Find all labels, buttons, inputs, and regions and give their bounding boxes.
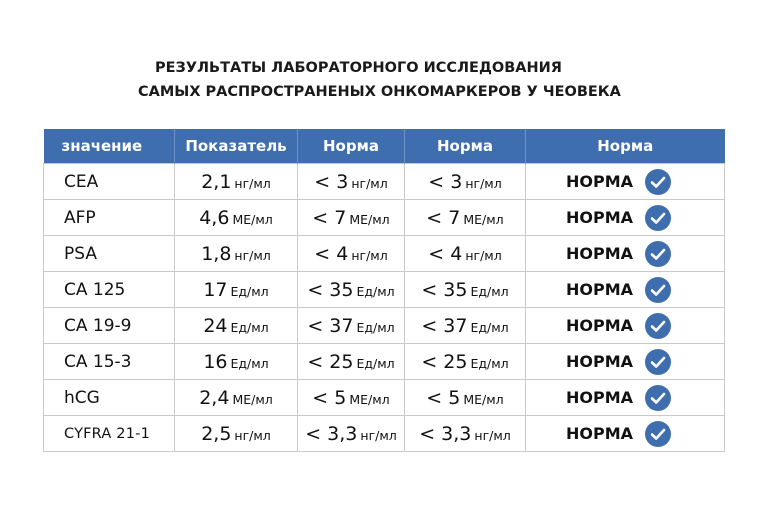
result-value-cell — [175, 308, 298, 344]
check-circle-icon — [645, 385, 671, 411]
marker-name: CA 15-3 — [44, 344, 175, 380]
table-row — [44, 416, 725, 452]
table-row — [44, 200, 725, 236]
check-circle-icon — [645, 313, 671, 339]
result-value: 17 — [203, 278, 228, 301]
norm-1-value: < 3,3 — [305, 422, 358, 445]
norm-1-cell — [298, 272, 405, 308]
norm-2-value: < 5 — [426, 386, 461, 409]
result-unit: МЕ/мл — [232, 211, 273, 227]
header-cell-indicator: Показатель — [175, 129, 298, 164]
norm-2-unit: Ед/мл — [470, 319, 509, 335]
check-circle-icon — [645, 349, 671, 375]
norm-1-unit: Ед/мл — [356, 283, 395, 299]
norm-1-unit: нг/мл — [360, 427, 397, 443]
result-value-cell — [175, 344, 298, 380]
status-group — [566, 349, 671, 375]
norm-1-value: < 37 — [307, 314, 354, 337]
status-cell — [526, 380, 725, 416]
norm-2-cell — [405, 164, 526, 200]
status-cell — [526, 164, 725, 200]
result-value-cell — [175, 200, 298, 236]
norm-2-unit: нг/мл — [465, 247, 502, 263]
result-unit: нг/мл — [234, 175, 271, 191]
norm-1-value: < 25 — [307, 350, 354, 373]
result-value-cell — [175, 164, 298, 200]
result-unit: Ед/мл — [230, 283, 269, 299]
status-badge: НОРМА — [566, 352, 634, 371]
status-badge: НОРМА — [566, 172, 634, 191]
header-cell-norm-2: Норма — [405, 129, 526, 164]
norm-2-cell — [405, 416, 526, 452]
norm-2-unit: Ед/мл — [470, 283, 509, 299]
norm-1-value: < 7 — [312, 206, 347, 229]
check-circle-icon — [645, 277, 671, 303]
table-row — [44, 308, 725, 344]
marker-name: CYFRA 21-1 — [44, 416, 175, 452]
status-cell — [526, 308, 725, 344]
norm-1-cell — [298, 164, 405, 200]
table-row — [44, 380, 725, 416]
norm-1-cell — [298, 344, 405, 380]
result-value: 24 — [203, 314, 228, 337]
norm-2-value: < 7 — [426, 206, 461, 229]
marker-name: CA 19-9 — [44, 308, 175, 344]
marker-name: CA 125 — [44, 272, 175, 308]
check-circle-icon — [645, 169, 671, 195]
norm-1-unit: МЕ/мл — [349, 391, 390, 407]
result-value-cell — [175, 380, 298, 416]
result-unit: нг/мл — [234, 247, 271, 263]
norm-2-unit: МЕ/мл — [463, 211, 504, 227]
result-value: 2,5 — [201, 422, 232, 445]
norm-2-cell — [405, 236, 526, 272]
status-badge: НОРМА — [566, 280, 634, 299]
norm-2-cell — [405, 380, 526, 416]
result-value: 16 — [203, 350, 228, 373]
norm-1-cell — [298, 236, 405, 272]
norm-2-value: < 3,3 — [419, 422, 472, 445]
norm-2-value: < 37 — [421, 314, 468, 337]
status-badge: НОРМА — [566, 388, 634, 407]
status-badge: НОРМА — [566, 316, 634, 335]
table-row — [44, 236, 725, 272]
header-cell-norm-status: Норма — [526, 129, 725, 164]
status-group — [566, 205, 671, 231]
header-row — [44, 129, 725, 164]
norm-1-value: < 3 — [314, 170, 349, 193]
status-cell — [526, 344, 725, 380]
header-cell-value-name: значение — [44, 129, 175, 164]
status-badge: НОРМА — [566, 208, 634, 227]
status-cell — [526, 416, 725, 452]
result-unit: нг/мл — [234, 427, 271, 443]
result-value: 1,8 — [201, 242, 232, 265]
status-group — [566, 169, 671, 195]
norm-1-unit: нг/мл — [351, 247, 388, 263]
title-line-1: РЕЗУЛЬТАТЫ ЛАБОРАТОРНОГО ИССЛЕДОВАНИЯ — [155, 60, 562, 76]
norm-2-cell — [405, 272, 526, 308]
norm-1-unit: нг/мл — [351, 175, 388, 191]
norm-2-value: < 25 — [421, 350, 468, 373]
status-badge: НОРМА — [566, 244, 634, 263]
norm-2-value: < 3 — [428, 170, 463, 193]
header-cell-norm-1: Норма — [298, 129, 405, 164]
status-badge: НОРМА — [566, 424, 634, 443]
status-group — [566, 385, 671, 411]
norm-2-value: < 4 — [428, 242, 463, 265]
marker-name: PSA — [44, 236, 175, 272]
norm-1-unit: МЕ/мл — [349, 211, 390, 227]
norm-1-value: < 5 — [312, 386, 347, 409]
result-unit: Ед/мл — [230, 319, 269, 335]
norm-2-value: < 35 — [421, 278, 468, 301]
result-value-cell — [175, 416, 298, 452]
result-value-cell — [175, 272, 298, 308]
norm-2-unit: нг/мл — [465, 175, 502, 191]
marker-name: AFP — [44, 200, 175, 236]
marker-name: CEA — [44, 164, 175, 200]
table-row — [44, 344, 725, 380]
norm-1-cell — [298, 200, 405, 236]
check-circle-icon — [645, 205, 671, 231]
result-value: 2,1 — [201, 170, 232, 193]
norm-1-value: < 35 — [307, 278, 354, 301]
result-unit: МЕ/мл — [232, 391, 273, 407]
table-header — [44, 129, 725, 164]
marker-name: hCG — [44, 380, 175, 416]
status-group — [566, 313, 671, 339]
status-group — [566, 421, 671, 447]
norm-1-value: < 4 — [314, 242, 349, 265]
norm-2-cell — [405, 200, 526, 236]
norm-2-unit: нг/мл — [474, 427, 511, 443]
status-cell — [526, 236, 725, 272]
norm-1-cell — [298, 416, 405, 452]
result-value: 4,6 — [199, 206, 230, 229]
norm-1-unit: Ед/мл — [356, 319, 395, 335]
result-value: 2,4 — [199, 386, 230, 409]
title-line-2: САМЫХ РАСПРОСТРАНЕНЫХ ОНКОМАРКЕРОВ У ЧЕОВЕКА — [138, 84, 621, 100]
status-cell — [526, 200, 725, 236]
norm-2-cell — [405, 344, 526, 380]
status-cell — [526, 272, 725, 308]
norm-1-unit: Ед/мл — [356, 355, 395, 371]
check-circle-icon — [645, 421, 671, 447]
norm-2-unit: Ед/мл — [470, 355, 509, 371]
status-group — [566, 277, 671, 303]
table-row — [44, 272, 725, 308]
norm-1-cell — [298, 380, 405, 416]
results-table — [43, 129, 725, 452]
result-value-cell — [175, 236, 298, 272]
norm-1-cell — [298, 308, 405, 344]
norm-2-unit: МЕ/мл — [463, 391, 504, 407]
result-unit: Ед/мл — [230, 355, 269, 371]
table-body — [44, 164, 725, 452]
check-circle-icon — [645, 241, 671, 267]
norm-2-cell — [405, 308, 526, 344]
table-row — [44, 164, 725, 200]
status-group — [566, 241, 671, 267]
